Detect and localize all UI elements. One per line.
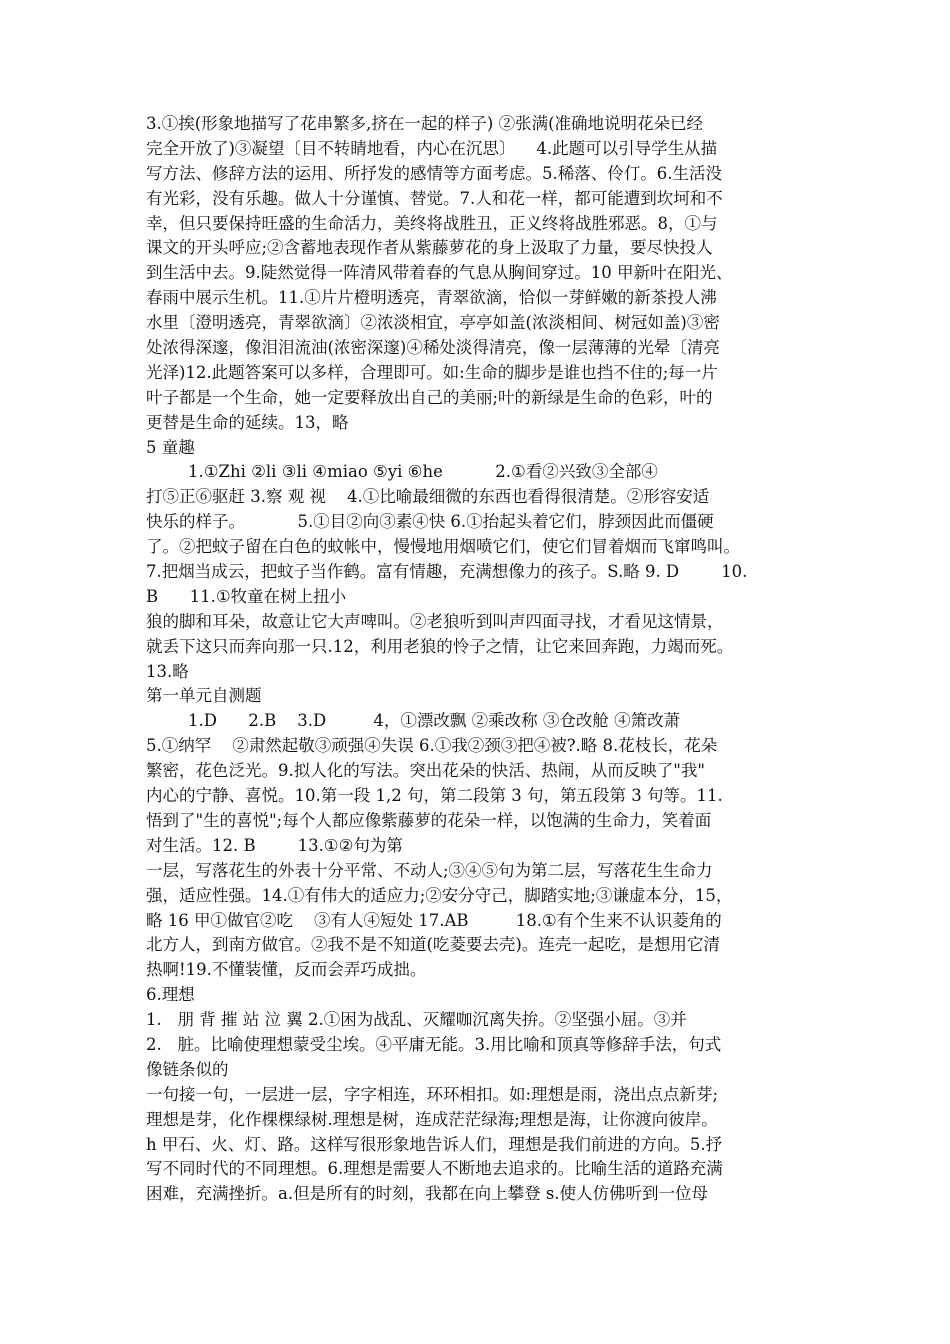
text-line: 一层，写落花生的外表十分平常、不动人;③④⑤句为第二层，写落花生生命力 <box>146 860 713 880</box>
text-line: 就丢下这只而奔向那一只.12，利用老狼的怜子之情，让它来回奔跑，力竭而死。 <box>146 636 734 656</box>
text-line: 到生活中去。9.陡然觉得一阵清风带着春的气息从胸间穿过。10 甲新叶在阳光、 <box>146 263 733 283</box>
text-line: 5.①纳罕 ②肃然起敬③顽强④失误 6.①我②颈③把④被?.略 8.花枝长，花朵 <box>146 736 718 756</box>
text-line: 热啊!19.不懂装懂，反而会弄巧成拙。 <box>146 960 427 980</box>
text-line: 3.①挨(形象地描写了花串繁多,挤在一起的样子) ②张满(准确地说明花朵已经 <box>146 114 704 133</box>
text-line: 完全开放了)③凝望〔目不转睛地看，内心在沉思〕 4.此题可以引导学生从描 <box>146 138 718 158</box>
text-line: 悟到了"生的喜悦";每个人都应像紫藤萝的花朵一样，以饱满的生命力，笑着面 <box>146 810 712 830</box>
text-line: 略 16 甲①做官②吃 ③有人④短处 17.AB 18.①有个生来不认识菱角的 <box>146 910 722 930</box>
text-line: 了。②把蚊子留在白色的蚊帐中，慢慢地用烟喷它们，使它们冒着烟而飞窜鸣叫。 <box>146 537 740 557</box>
text-line: 繁密，花色泛光。9.拟人化的写法。突出花朵的快活、热闹，从而反映了"我" <box>146 761 705 781</box>
text-line: 打⑤正⑥驱赶 3.察 观 视 4.①比喻最细微的东西也看得很清楚。②形容安适 <box>146 487 710 507</box>
text-line: 7.把烟当成云，把蚊子当作鹤。富有情趣，充满想像力的孩子。S.略 9. D 10. <box>146 562 748 582</box>
text-line: 一句接一句，一层进一层，字字相连，环环相扣。如:理想是雨，浇出点点新芽; <box>146 1084 719 1104</box>
text-line: 13.略 <box>146 661 189 681</box>
text-line: 狼的脚和耳朵，故意让它大声啤叫。②老狼听到叫声四面寻找，才看见这情景， <box>146 611 724 631</box>
document-page <box>146 112 812 1207</box>
text-line: 写不同时代的不同理想。6.理想是需要人不断地去追求的。比喻生活的道路充满 <box>146 1159 723 1179</box>
text-line: 对生活。12. B 13.①②句为第 <box>146 835 403 855</box>
text-line: 困难，充满挫折。a.但是所有的时刻，我都在向上攀登 s.使人仿佛听到一位母 <box>146 1184 709 1204</box>
text-line: 处浓得深邃，像泪泪流油(浓密深邃)④稀处淡得清亮，像一层薄薄的光晕〔清亮 <box>146 338 720 358</box>
text-line: 幸，但只要保持旺盛的生命活力，美终将战胜丑，正义终将战胜邪恶。8，①与 <box>146 213 718 233</box>
text-line: 北方人，到南方做官。②我不是不知道(吃菱要去壳)。连壳一起吃，是想用它清 <box>146 935 720 955</box>
text-line: 叶子都是一个生命，她一定要释放出自己的美丽;叶的新绿是生命的色彩，叶的 <box>146 387 713 407</box>
text-line: 水里〔澄明透亮，青翠欲滴〕②浓淡相宜，亭亭如盖(浓淡相间、树冠如盖)③密 <box>146 313 720 333</box>
section-heading: 第一单元自测题 <box>146 686 262 706</box>
text-line: 像链条似的 <box>146 1059 229 1079</box>
text-line: 2. 脏。比喻使理想蒙受尘埃。④平庸无能。3.用比喻和顶真等修辞手法，句式 <box>146 1034 722 1054</box>
text-line: 有光彩，没有乐趣。做人十分谨慎、替觉。7.人和花一样，都可能遭到坎坷和不 <box>146 188 723 208</box>
text-line: 1. 朋 背 摧 站 泣 翼 2.①困为战乱、灭耀咖沉离失拚。②坚强小屈。③并 <box>146 1010 687 1030</box>
text-line: h 甲石、火、灯、路。这样写很形象地告诉人们，理想是我们前进的方向。5.抒 <box>146 1134 723 1154</box>
section-heading: 6.理想 <box>146 985 195 1005</box>
text-line: 内心的宁静、喜悦。10.第一段 1,2 句，第二段第 3 句，第五段第 3 句等。11. <box>146 786 723 806</box>
text-line: 1.D 2.B 3.D 4，①漂改飘 ②乘改称 ③仓改舱 ④箫改萧 <box>146 711 681 731</box>
text-line: 理想是芽，化作棵棵绿树.理想是树，连成茫茫绿海;理想是海，让你渡向彼岸。 <box>146 1109 718 1129</box>
text-line: 光泽)12.此题答案可以多样，合理即可。如:生命的脚步是谁也挡不住的;每一片 <box>146 362 718 382</box>
text-line: 春雨中展示生机。11.①片片橙明透亮，青翠欲滴，恰似一芽鲜嫩的新茶投人沸 <box>146 288 717 308</box>
text-line: 强，适应性强。14.①有伟大的适应力;②安分守己，脚踏实地;③谦虚本分，15， <box>146 885 733 905</box>
section-heading: 5 童趣 <box>146 437 195 457</box>
text-line: 快乐的样子。 5.①目②向③素④快 6.①抬起头着它们，脖颈因此而僵硬 <box>146 512 714 532</box>
text-line: 更替是生命的延续。13，略 <box>146 412 349 432</box>
text-line: 课文的开头呼应;②含蓄地表现作者从紫藤萝花的身上汲取了力量，要尽快投人 <box>146 238 713 258</box>
text-line: B 11.①牧童在树上扭小 <box>146 586 347 606</box>
text-line: 写方法、修辞方法的运用、所抒发的感情等方面考虑。5.稀落、伶仃。6.生活没 <box>146 163 722 183</box>
text-line: 1.①Zhi ②li ③li ④miao ⑤yi ⑥he 2.①看②兴致③全部④ <box>146 462 658 482</box>
